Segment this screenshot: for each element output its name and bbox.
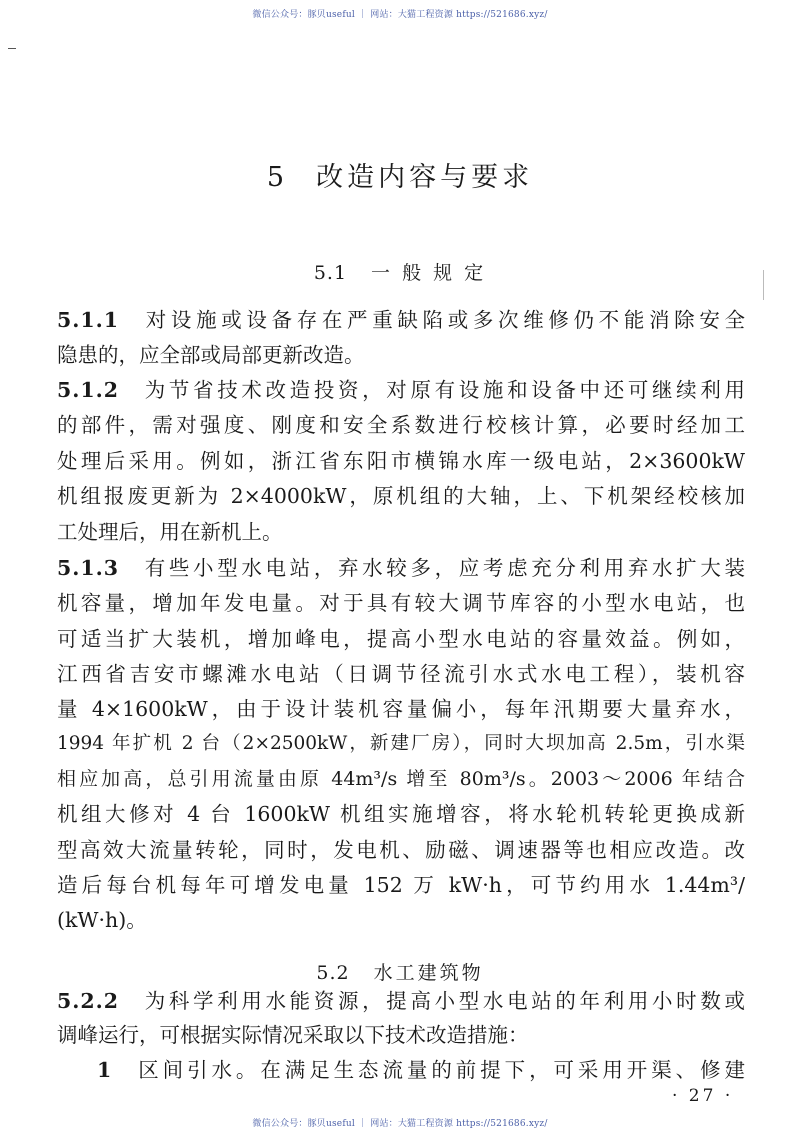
chapter-title	[0, 155, 800, 194]
chapter-title-text: 改造内容与要求	[316, 162, 534, 193]
section-number: 5.2	[316, 962, 350, 984]
section-heading	[0, 958, 800, 985]
text-line	[97, 1055, 745, 1085]
text-line: 江西省吉安市螺滩水电站（日调节径流引水式水电工程），装机容	[57, 662, 745, 686]
clause-number: 5.1.2	[57, 378, 120, 402]
text-line	[57, 375, 745, 405]
text-line: 机容量，增加年发电量。对于具有较大调节库容的小型水电站，也	[57, 591, 745, 615]
line-text: 区间引水。在满足生态流量的前提下，可采用开渠、修建	[134, 1058, 745, 1082]
line-text: 为科学利用水能资源，提高小型水电站的年利用小时数或	[141, 989, 745, 1013]
text-line: 机组报废更新为 2×4000kW，原机组的大轴，上、下机架经校核加	[57, 484, 745, 508]
text-line: 造后每台机每年可增发电量 152 万 kW·h，可节约用水 1.44m³/	[57, 873, 745, 897]
page-number: · 27 ·	[672, 1086, 734, 1106]
section-title: 水工建筑物	[373, 962, 484, 984]
text-line: 工处理后，用在新机上。	[57, 520, 283, 544]
item-number: 1	[97, 1058, 113, 1082]
text-line	[57, 305, 745, 335]
text-line: 可适当扩大装机，增加峰电，提高小型水电站的容量效益。例如，	[57, 627, 745, 651]
text-line: (kW·h)。	[57, 908, 147, 932]
margin-mark	[8, 48, 16, 49]
text-line: 隐患的，应全部或局部更新改造。	[57, 343, 365, 367]
line-text: 为节省技术改造投资，对原有设施和设备中还可继续利用	[141, 378, 745, 402]
section-heading	[0, 258, 800, 285]
section-title: 一 般 规 定	[371, 262, 487, 284]
watermark-top: 微信公众号：豚贝useful ｜ 网站：大猫工程资源 https://521686.xyz/	[252, 10, 548, 20]
clause-number: 5.2.2	[57, 989, 120, 1013]
clause-number: 5.1.1	[57, 308, 120, 332]
text-line: 相应加高，总引用流量由原 44m³/s 增至 80m³/s。2003～2006 年结合	[57, 768, 745, 790]
text-line: 调峰运行，可根据实际情况采取以下技术改造措施：	[57, 1023, 529, 1047]
text-line: 处理后采用。例如，浙江省东阳市横锦水库一级电站，2×3600kW	[57, 449, 745, 473]
section-number: 5.1	[313, 262, 348, 284]
clause-number: 5.1.3	[57, 556, 120, 580]
text-line: 型高效大流量转轮，同时，发电机、励磁、调速器等也相应改造。改	[57, 838, 745, 862]
text-line: 量 4×1600kW，由于设计装机容量偏小，每年汛期要大量弃水，	[57, 697, 745, 721]
text-line: 1994 年扩机 2 台（2×2500kW，新建厂房），同时大坝加高 2.5m，引水渠	[57, 733, 745, 754]
line-text: 有些小型水电站，弃水较多，应考虑充分利用弃水扩大装	[141, 556, 745, 580]
text-line	[57, 553, 745, 583]
text-line: 机组大修对 4 台 1600kW 机组实施增容，将水轮机转轮更换成新	[57, 802, 745, 826]
text-line: 的部件，需对强度、刚度和安全系数进行校核计算，必要时经加工	[57, 413, 745, 437]
line-text: 对设施或设备存在严重缺陷或多次维修仍不能消除安全	[141, 308, 745, 332]
text-line	[57, 986, 745, 1016]
chapter-number: 5	[266, 162, 289, 193]
watermark-bottom: 微信公众号：豚贝useful ｜ 网站：大猫工程资源 https://521686.xyz/	[252, 1119, 548, 1129]
